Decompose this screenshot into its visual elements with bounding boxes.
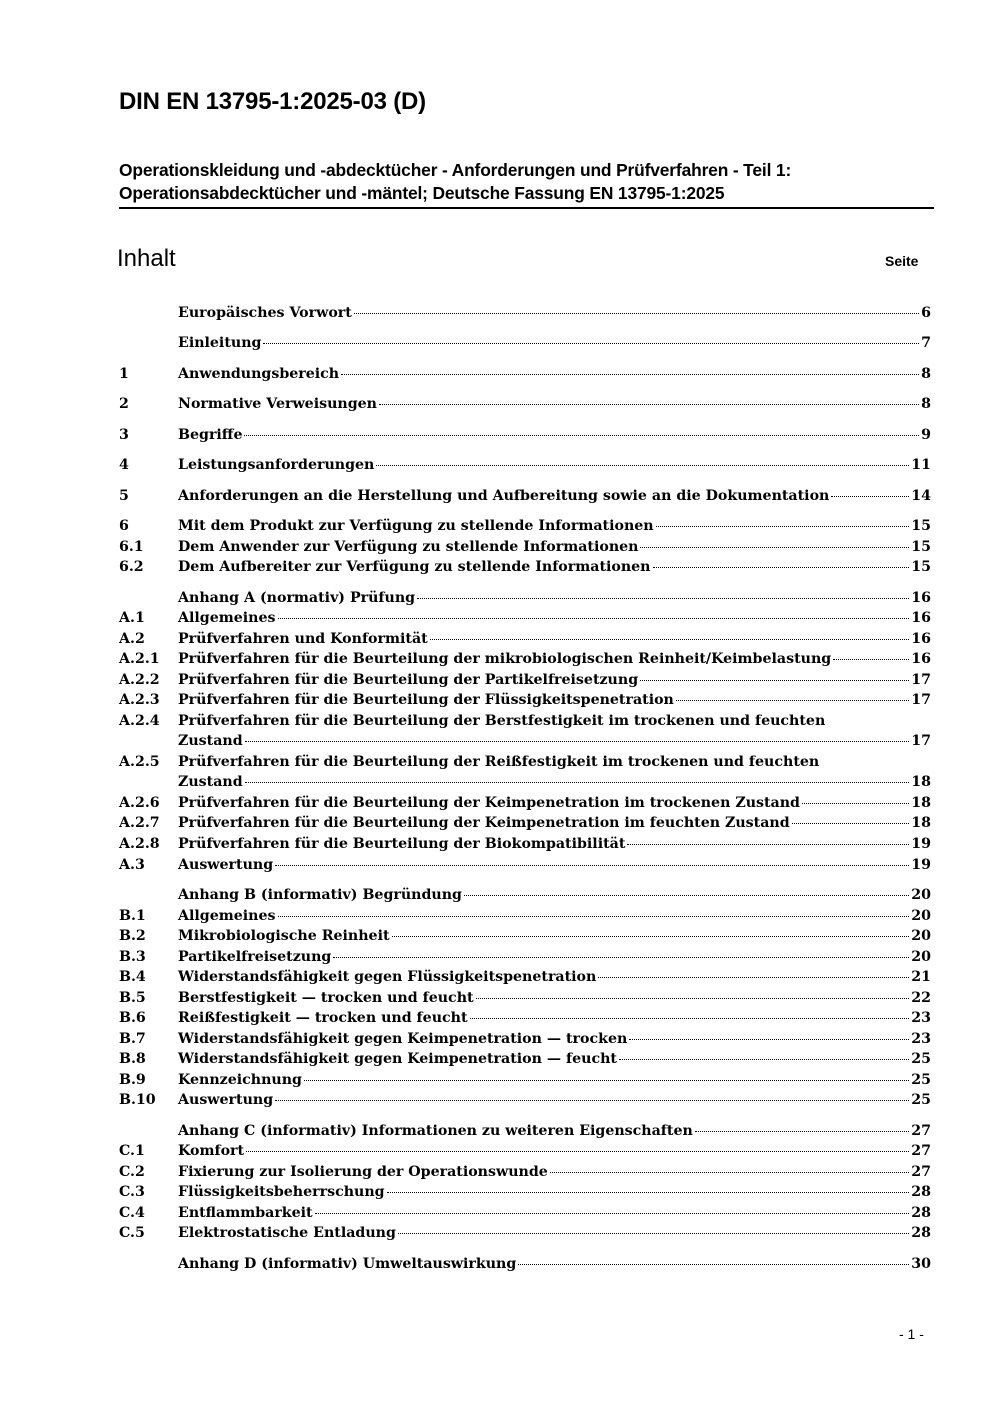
toc-entry-page: 20	[911, 887, 931, 903]
toc-entry-page: 16	[911, 651, 931, 667]
toc-entry-title: Widerstandsfähigkeit gegen Flüssigkeitspenetration	[178, 969, 597, 985]
toc-entry-title: Prüfverfahren und Konformität	[178, 631, 428, 647]
toc-entry-number: 6.2	[119, 559, 144, 575]
toc-dot-leader	[376, 465, 909, 466]
toc-entry-b-4[interactable]	[119, 967, 931, 987]
toc-entry-page: 11	[911, 457, 931, 473]
toc-entry-page: 15	[911, 539, 931, 555]
toc-entry-title: Allgemeines	[178, 610, 276, 626]
toc-entry-title: Allgemeines	[178, 908, 276, 924]
toc-entry-number: B.10	[119, 1092, 156, 1108]
toc-entry-page: 25	[911, 1092, 931, 1108]
toc-entry-page: 21	[911, 969, 931, 985]
toc-entry-title-continued: Zustand	[178, 774, 243, 790]
toc-entry-number: 5	[119, 488, 129, 504]
toc-entry-page: 27	[911, 1143, 931, 1159]
toc-dot-leader	[417, 598, 909, 599]
toc-entry-number: B.4	[119, 969, 146, 985]
toc-entry-title: Prüfverfahren für die Beurteilung der Biokompatibilität	[178, 836, 626, 852]
toc-entry-number: 6.1	[119, 539, 144, 555]
toc-entry-page: 17	[911, 692, 931, 708]
toc-entry-number: C.2	[119, 1164, 145, 1180]
toc-entry-title: Anhang C (informativ) Informationen zu weiteren Eigenschaften	[178, 1123, 693, 1139]
toc-entry-page: 18	[911, 795, 931, 811]
toc-entry-a-1[interactable]	[119, 608, 931, 628]
toc-entry-title: Einleitung	[178, 335, 262, 351]
toc-entry-title: Anhang D (informativ) Umweltauswirkung	[178, 1256, 517, 1272]
toc-entry-page: 16	[911, 610, 931, 626]
toc-dot-leader	[695, 1131, 909, 1132]
toc-entry-page: 18	[911, 774, 931, 790]
toc-entry-section-2[interactable]	[119, 394, 931, 414]
toc-dot-leader	[245, 741, 910, 742]
toc-entry-page: 23	[911, 1010, 931, 1026]
toc-entry-page: 8	[921, 366, 931, 382]
toc-entry-page: 17	[911, 672, 931, 688]
toc-entry-title: Auswertung	[178, 857, 274, 873]
toc-entry-page: 14	[911, 488, 931, 504]
subtitle-line-2: Operationsabdecktücher und -mäntel; Deutsche Fassung EN 13795-1:2025	[119, 183, 725, 203]
toc-entry-b-8[interactable]	[119, 1049, 931, 1069]
toc-entry-annex-b[interactable]	[119, 885, 931, 905]
toc-entry-page: 22	[911, 990, 931, 1006]
toc-entry-number: A.2.5	[119, 754, 160, 770]
toc-entry-page: 20	[911, 908, 931, 924]
toc-dot-leader	[833, 659, 909, 660]
toc-entry-title-continued: Zustand	[178, 733, 243, 749]
toc-entry-title: Prüfverfahren für die Beurteilung der Berstfestigkeit im trockenen und feuchten	[178, 713, 826, 729]
toc-entry-title: Dem Anwender zur Verfügung zu stellende Informationen	[178, 539, 639, 555]
toc-entry-vorwort[interactable]	[119, 303, 931, 323]
toc-entry-c-3[interactable]	[119, 1182, 931, 1202]
toc-dot-leader	[792, 823, 910, 824]
toc-entry-number: A.2.1	[119, 651, 160, 667]
toc-entry-title: Flüssigkeitsbeherrschung	[178, 1184, 385, 1200]
toc-entry-number: 3	[119, 427, 129, 443]
toc-entry-page: 25	[911, 1072, 931, 1088]
toc-dot-leader	[476, 998, 910, 999]
toc-entry-number: B.9	[119, 1072, 146, 1088]
document-subtitle	[119, 159, 934, 209]
toc-entry-number: C.5	[119, 1225, 145, 1241]
toc-entry-b-5[interactable]	[119, 988, 931, 1008]
toc-entry-c-5[interactable]	[119, 1223, 931, 1243]
toc-entry-title: Auswertung	[178, 1092, 274, 1108]
toc-entry-b-7[interactable]	[119, 1029, 931, 1049]
toc-entry-title: Partikelfreisetzung	[178, 949, 332, 965]
toc-dot-leader	[430, 639, 910, 640]
toc-entry-page: 18	[911, 815, 931, 831]
toc-entry-number: A.2	[119, 631, 145, 647]
toc-entry-page: 28	[911, 1184, 931, 1200]
toc-entry-einleitung[interactable]	[119, 333, 931, 353]
toc-entry-page: 27	[911, 1164, 931, 1180]
toc-dot-leader	[656, 526, 910, 527]
toc-entry-number: 4	[119, 457, 129, 473]
toc-entry-b-1[interactable]	[119, 906, 931, 926]
toc-entry-section-6[interactable]	[119, 516, 931, 536]
toc-entry-a-2-6[interactable]	[119, 793, 931, 813]
toc-entry-number: A.2.8	[119, 836, 160, 852]
toc-dot-leader	[333, 957, 909, 958]
toc-entry-title: Begriffe	[178, 427, 243, 443]
toc-entry-title: Elektrostatische Entladung	[178, 1225, 396, 1241]
toc-dot-leader	[315, 1213, 910, 1214]
toc-entry-page: 20	[911, 949, 931, 965]
toc-entry-title: Prüfverfahren für die Beurteilung der Keimpenetration im feuchten Zustand	[178, 815, 790, 831]
toc-entry-number: C.1	[119, 1143, 145, 1159]
toc-entry-b-6[interactable]	[119, 1008, 931, 1028]
toc-dot-leader	[275, 1100, 909, 1101]
toc-entry-section-1[interactable]	[119, 364, 931, 384]
toc-dot-leader	[246, 1151, 909, 1152]
toc-entry-title: Widerstandsfähigkeit gegen Keimpenetration — trocken	[178, 1031, 628, 1047]
toc-entry-title: Berstfestigkeit — trocken und feucht	[178, 990, 474, 1006]
toc-dot-leader	[278, 916, 910, 917]
toc-entry-number: 6	[119, 518, 129, 534]
toc-entry-title: Prüfverfahren für die Beurteilung der Partikelfreisetzung	[178, 672, 639, 688]
toc-entry-number: B.6	[119, 1010, 146, 1026]
contents-heading: Inhalt	[117, 245, 176, 272]
toc-entry-a-2-4[interactable]	[119, 711, 931, 751]
toc-entry-section-5[interactable]	[119, 486, 931, 506]
toc-entry-number: C.3	[119, 1184, 145, 1200]
toc-entry-page: 25	[911, 1051, 931, 1067]
toc-entry-title: Reißfestigkeit — trocken und feucht	[178, 1010, 468, 1026]
toc-entry-number: A.2.3	[119, 692, 160, 708]
toc-entry-title: Leistungsanforderungen	[178, 457, 375, 473]
toc-entry-number: 2	[119, 396, 129, 412]
toc-entry-c-1[interactable]	[119, 1141, 931, 1161]
toc-entry-a-3[interactable]	[119, 855, 931, 875]
toc-entry-section-3[interactable]	[119, 425, 931, 445]
toc-entry-page: 30	[911, 1256, 931, 1272]
toc-dot-leader	[629, 1039, 909, 1040]
toc-entry-page: 7	[921, 335, 931, 351]
toc-entry-number: C.4	[119, 1205, 145, 1221]
toc-dot-leader	[598, 977, 909, 978]
toc-entry-page: 19	[911, 836, 931, 852]
toc-dot-leader	[550, 1172, 909, 1173]
toc-entry-title: Prüfverfahren für die Beurteilung der Flüssigkeitspenetration	[178, 692, 674, 708]
toc-entry-number: A.2.4	[119, 713, 160, 729]
toc-entry-title: Komfort	[178, 1143, 245, 1159]
toc-entry-a-2-3[interactable]	[119, 690, 931, 710]
toc-entry-number: A.1	[119, 610, 145, 626]
toc-entry-b-9[interactable]	[119, 1070, 931, 1090]
toc-dot-leader	[278, 618, 910, 619]
toc-entry-a-2-1[interactable]	[119, 649, 931, 669]
page-column-label: Seite	[885, 253, 919, 269]
toc-dot-leader	[518, 1264, 909, 1265]
toc-dot-leader	[379, 404, 919, 405]
toc-entry-number: B.2	[119, 928, 146, 944]
toc-entry-title: Anwendungsbereich	[178, 366, 340, 382]
toc-entry-a-2-2[interactable]	[119, 670, 931, 690]
toc-entry-number: B.8	[119, 1051, 146, 1067]
toc-entry-number: B.5	[119, 990, 146, 1006]
toc-entry-page: 23	[911, 1031, 931, 1047]
toc-entry-b-2[interactable]	[119, 926, 931, 946]
toc-entry-title: Dem Aufbereiter zur Verfügung zu stellende Informationen	[178, 559, 651, 575]
toc-entry-page: 8	[921, 396, 931, 412]
toc-entry-title: Anhang B (informativ) Begründung	[178, 887, 462, 903]
toc-entry-b-3[interactable]	[119, 947, 931, 967]
toc-entry-title: Normative Verweisungen	[178, 396, 377, 412]
toc-entry-title: Entflammbarkeit	[178, 1205, 313, 1221]
toc-entry-page: 15	[911, 559, 931, 575]
toc-entry-number: B.3	[119, 949, 146, 965]
toc-entry-title: Mit dem Produkt zur Verfügung zu stellende Informationen	[178, 518, 654, 534]
toc-entry-annex-d[interactable]	[119, 1254, 931, 1274]
toc-entry-page: 20	[911, 928, 931, 944]
toc-dot-leader	[263, 343, 919, 344]
toc-dot-leader	[640, 547, 909, 548]
toc-entry-c-4[interactable]	[119, 1203, 931, 1223]
toc-entry-number: 1	[119, 366, 129, 382]
toc-entry-b-10[interactable]	[119, 1090, 931, 1110]
toc-entry-number: A.2.7	[119, 815, 160, 831]
toc-entry-page: 16	[911, 590, 931, 606]
toc-entry-a-2-7[interactable]	[119, 813, 931, 833]
toc-entry-number: A.3	[119, 857, 145, 873]
toc-entry-title: Widerstandsfähigkeit gegen Keimpenetration — feucht	[178, 1051, 617, 1067]
toc-entry-title: Anhang A (normativ) Prüfung	[178, 590, 416, 606]
page-number: - 1 -	[899, 1326, 924, 1342]
toc-entry-a-2[interactable]	[119, 629, 931, 649]
toc-entry-page: 28	[911, 1225, 931, 1241]
toc-entry-page: 19	[911, 857, 931, 873]
toc-entry-page: 17	[911, 733, 931, 749]
toc-entry-title: Prüfverfahren für die Beurteilung der Reißfestigkeit im trockenen und feuchten	[178, 754, 820, 770]
toc-dot-leader	[627, 844, 909, 845]
subtitle-line-1: Operationskleidung und -abdecktücher - Anforderungen und Prüfverfahren - Teil 1:	[119, 160, 792, 180]
toc-entry-page: 27	[911, 1123, 931, 1139]
toc-dot-leader	[392, 936, 910, 937]
toc-entry-page: 16	[911, 631, 931, 647]
toc-entry-section-4[interactable]	[119, 455, 931, 475]
toc-entry-number: B.7	[119, 1031, 146, 1047]
toc-entry-title: Fixierung zur Isolierung der Operationswunde	[178, 1164, 548, 1180]
toc-dot-leader	[676, 700, 909, 701]
toc-entry-title: Kennzeichnung	[178, 1072, 302, 1088]
toc-dot-leader	[464, 895, 909, 896]
toc-entry-number: A.2.2	[119, 672, 160, 688]
toc-dot-leader	[245, 782, 910, 783]
toc-entry-c-2[interactable]	[119, 1162, 931, 1182]
toc-entry-number: B.1	[119, 908, 146, 924]
toc-dot-leader	[275, 865, 909, 866]
toc-entry-title: Europäisches Vorwort	[178, 305, 352, 321]
toc-dot-leader	[398, 1233, 909, 1234]
toc-entry-page: 6	[921, 305, 931, 321]
toc-entry-annex-a[interactable]	[119, 588, 931, 608]
toc-dot-leader	[470, 1018, 910, 1019]
toc-dot-leader	[341, 374, 919, 375]
document-title: DIN EN 13795-1:2025-03 (D)	[119, 88, 426, 115]
toc-dot-leader	[304, 1080, 909, 1081]
toc-entry-title: Mikrobiologische Reinheit	[178, 928, 390, 944]
toc-entry-annex-c[interactable]	[119, 1121, 931, 1141]
toc-dot-leader	[244, 435, 919, 436]
toc-entry-title: Prüfverfahren für die Beurteilung der Keimpenetration im trockenen Zustand	[178, 795, 800, 811]
toc-entry-page: 9	[921, 427, 931, 443]
toc-entry-page: 15	[911, 518, 931, 534]
toc-dot-leader	[619, 1059, 909, 1060]
toc-entry-section-6-1[interactable]	[119, 537, 931, 557]
toc-entry-a-2-5[interactable]	[119, 752, 931, 792]
toc-entry-title: Prüfverfahren für die Beurteilung der mikrobiologischen Reinheit/Keimbelastung	[178, 651, 832, 667]
toc-dot-leader	[831, 496, 909, 497]
toc-entry-title: Anforderungen an die Herstellung und Aufbereitung sowie an die Dokumentation	[178, 488, 830, 504]
toc-entry-a-2-8[interactable]	[119, 834, 931, 854]
toc-dot-leader	[802, 803, 909, 804]
toc-entry-page: 28	[911, 1205, 931, 1221]
toc-dot-leader	[354, 313, 919, 314]
toc-entry-section-6-2[interactable]	[119, 557, 931, 577]
toc-entry-number: A.2.6	[119, 795, 160, 811]
toc-dot-leader	[387, 1192, 910, 1193]
toc-dot-leader	[640, 680, 909, 681]
toc-dot-leader	[653, 567, 910, 568]
